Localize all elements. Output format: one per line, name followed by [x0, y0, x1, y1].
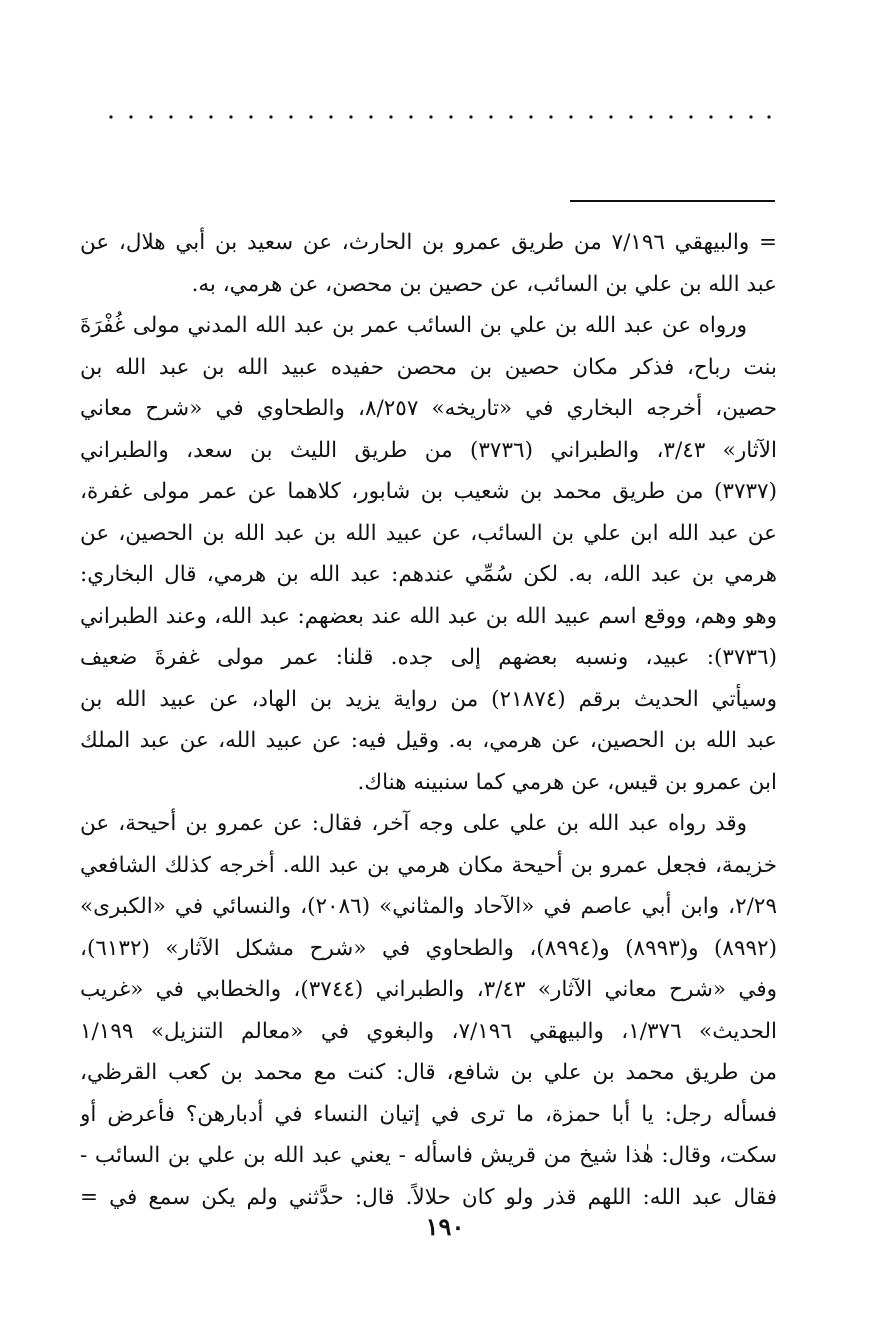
- footnote-line: عبد الله بن الحصين، عن هرمي، به. وقيل فيه: عن عبيد الله، عن عبد الملك: [80, 728, 777, 753]
- separator-dots: [108, 112, 772, 122]
- footnote-line: هرمي بن عبد الله، به. لكن سُمِّي عندهم: عبد الله بن هرمي، قال البخاري:: [80, 562, 777, 587]
- footnote-line: بنت رباح، فذكر مكان حصين بن محصن حفيده عبيد الله بن عبد الله بن: [80, 354, 777, 380]
- footnote-line: حصين، أخرجه البخاري في «تاريخه» ٨/٢٥٧، والطحاوي في «شرح معاني: [80, 396, 777, 421]
- footnote-line: وهو وهم، ووقع اسم عبيد الله بن عبد الله عند بعضهم: عبد الله، وعند الطبراني: [80, 603, 777, 629]
- footnote-line: الحديث» ١/٣٧٦، والبيهقي ٧/١٩٦، والبغوي في «معالم التنزيل» ١/١٩٩: [80, 1018, 777, 1044]
- footnote-line: وفي «شرح معاني الآثار» ٣/٤٣، والطبراني (٣٧٤٤)، والخطابي في «غريب: [80, 977, 777, 1002]
- footnote-line: ابن عمرو بن قيس، عن هرمي كما سنبينه هناك.: [357, 769, 777, 795]
- footnote-rule: [570, 200, 775, 202]
- footnote-line: فسأله رجل: يا أبا حمزة، ما ترى في إتيان النساء في أدبارهن؟ فأعرض أو: [80, 1101, 777, 1127]
- footnote-line: عن عبد الله ابن علي بن السائب، عن عبيد الله بن عبد الله بن الحصين، عن: [80, 520, 777, 546]
- footnote-line: (٣٧٣٧) من طريق محمد بن شعيب بن شابور، كلاهما عن عمر مولى غفرة،: [80, 479, 777, 504]
- footnote-text: [80, 222, 777, 1218]
- footnote-line: ورواه عن عبد الله بن علي بن السائب عمر بن عبد الله المدني مولى غُفْرَةَ: [80, 313, 747, 338]
- footnote-line: (٣٧٣٦): عبيد، ونسبه بعضهم إلى جده. قلنا: عمر مولى غفرةَ ضعيف: [80, 645, 777, 670]
- footnote-line: سكت، وقال: هٰذا شيخ من قريش فاسأله - يعني عبد الله بن علي بن السائب -: [80, 1143, 777, 1168]
- footnote-line: وسيأتي الحديث برقم (٢١٨٧٤) من رواية يزيد بن الهاد، عن عبيد الله بن: [80, 686, 777, 712]
- footnote-line: خزيمة، فجعل عمرو بن أحيحة مكان هرمي بن عبد الله. أخرجه كذلك الشافعي: [80, 852, 777, 878]
- footnote-line: الآثار» ٣/٤٣، والطبراني (٣٧٣٦) من طريق الليث بن سعد، والطبراني: [80, 437, 777, 463]
- footnote-line: من طريق محمد بن علي بن شافع، قال: كنت مع محمد بن كعب القرظي،: [80, 1060, 777, 1085]
- footnote-line: وقد رواه عبد الله بن علي على وجه آخر، فقال: عن عمرو بن أحيحة، عن: [80, 811, 747, 836]
- footnote-line: فقال عبد الله: اللهم قذر ولو كان حلالاً. قال: حدَّثني ولم يكن سمع في =: [80, 1184, 777, 1210]
- page-number: ١٩٠: [425, 1212, 465, 1241]
- footnote-line: ٢/٢٩، وابن أبي عاصم في «الآحاد والمثاني» (٢٠٨٦)، والنسائي في «الكبرى»: [80, 894, 777, 919]
- footnote-line: (٨٩٩٢) و(٨٩٩٣) و(٨٩٩٤)، والطحاوي في «شرح مشكل الآثار» (٦١٣٢)،: [80, 935, 777, 961]
- footnote-line: = والبيهقي ٧/١٩٦ من طريق عمرو بن الحارث، عن سعيد بن أبي هلال، عن: [80, 230, 777, 255]
- footnote-line: عبد الله بن علي بن السائب، عن حصين بن محصن، عن هرمي، به.: [191, 271, 777, 297]
